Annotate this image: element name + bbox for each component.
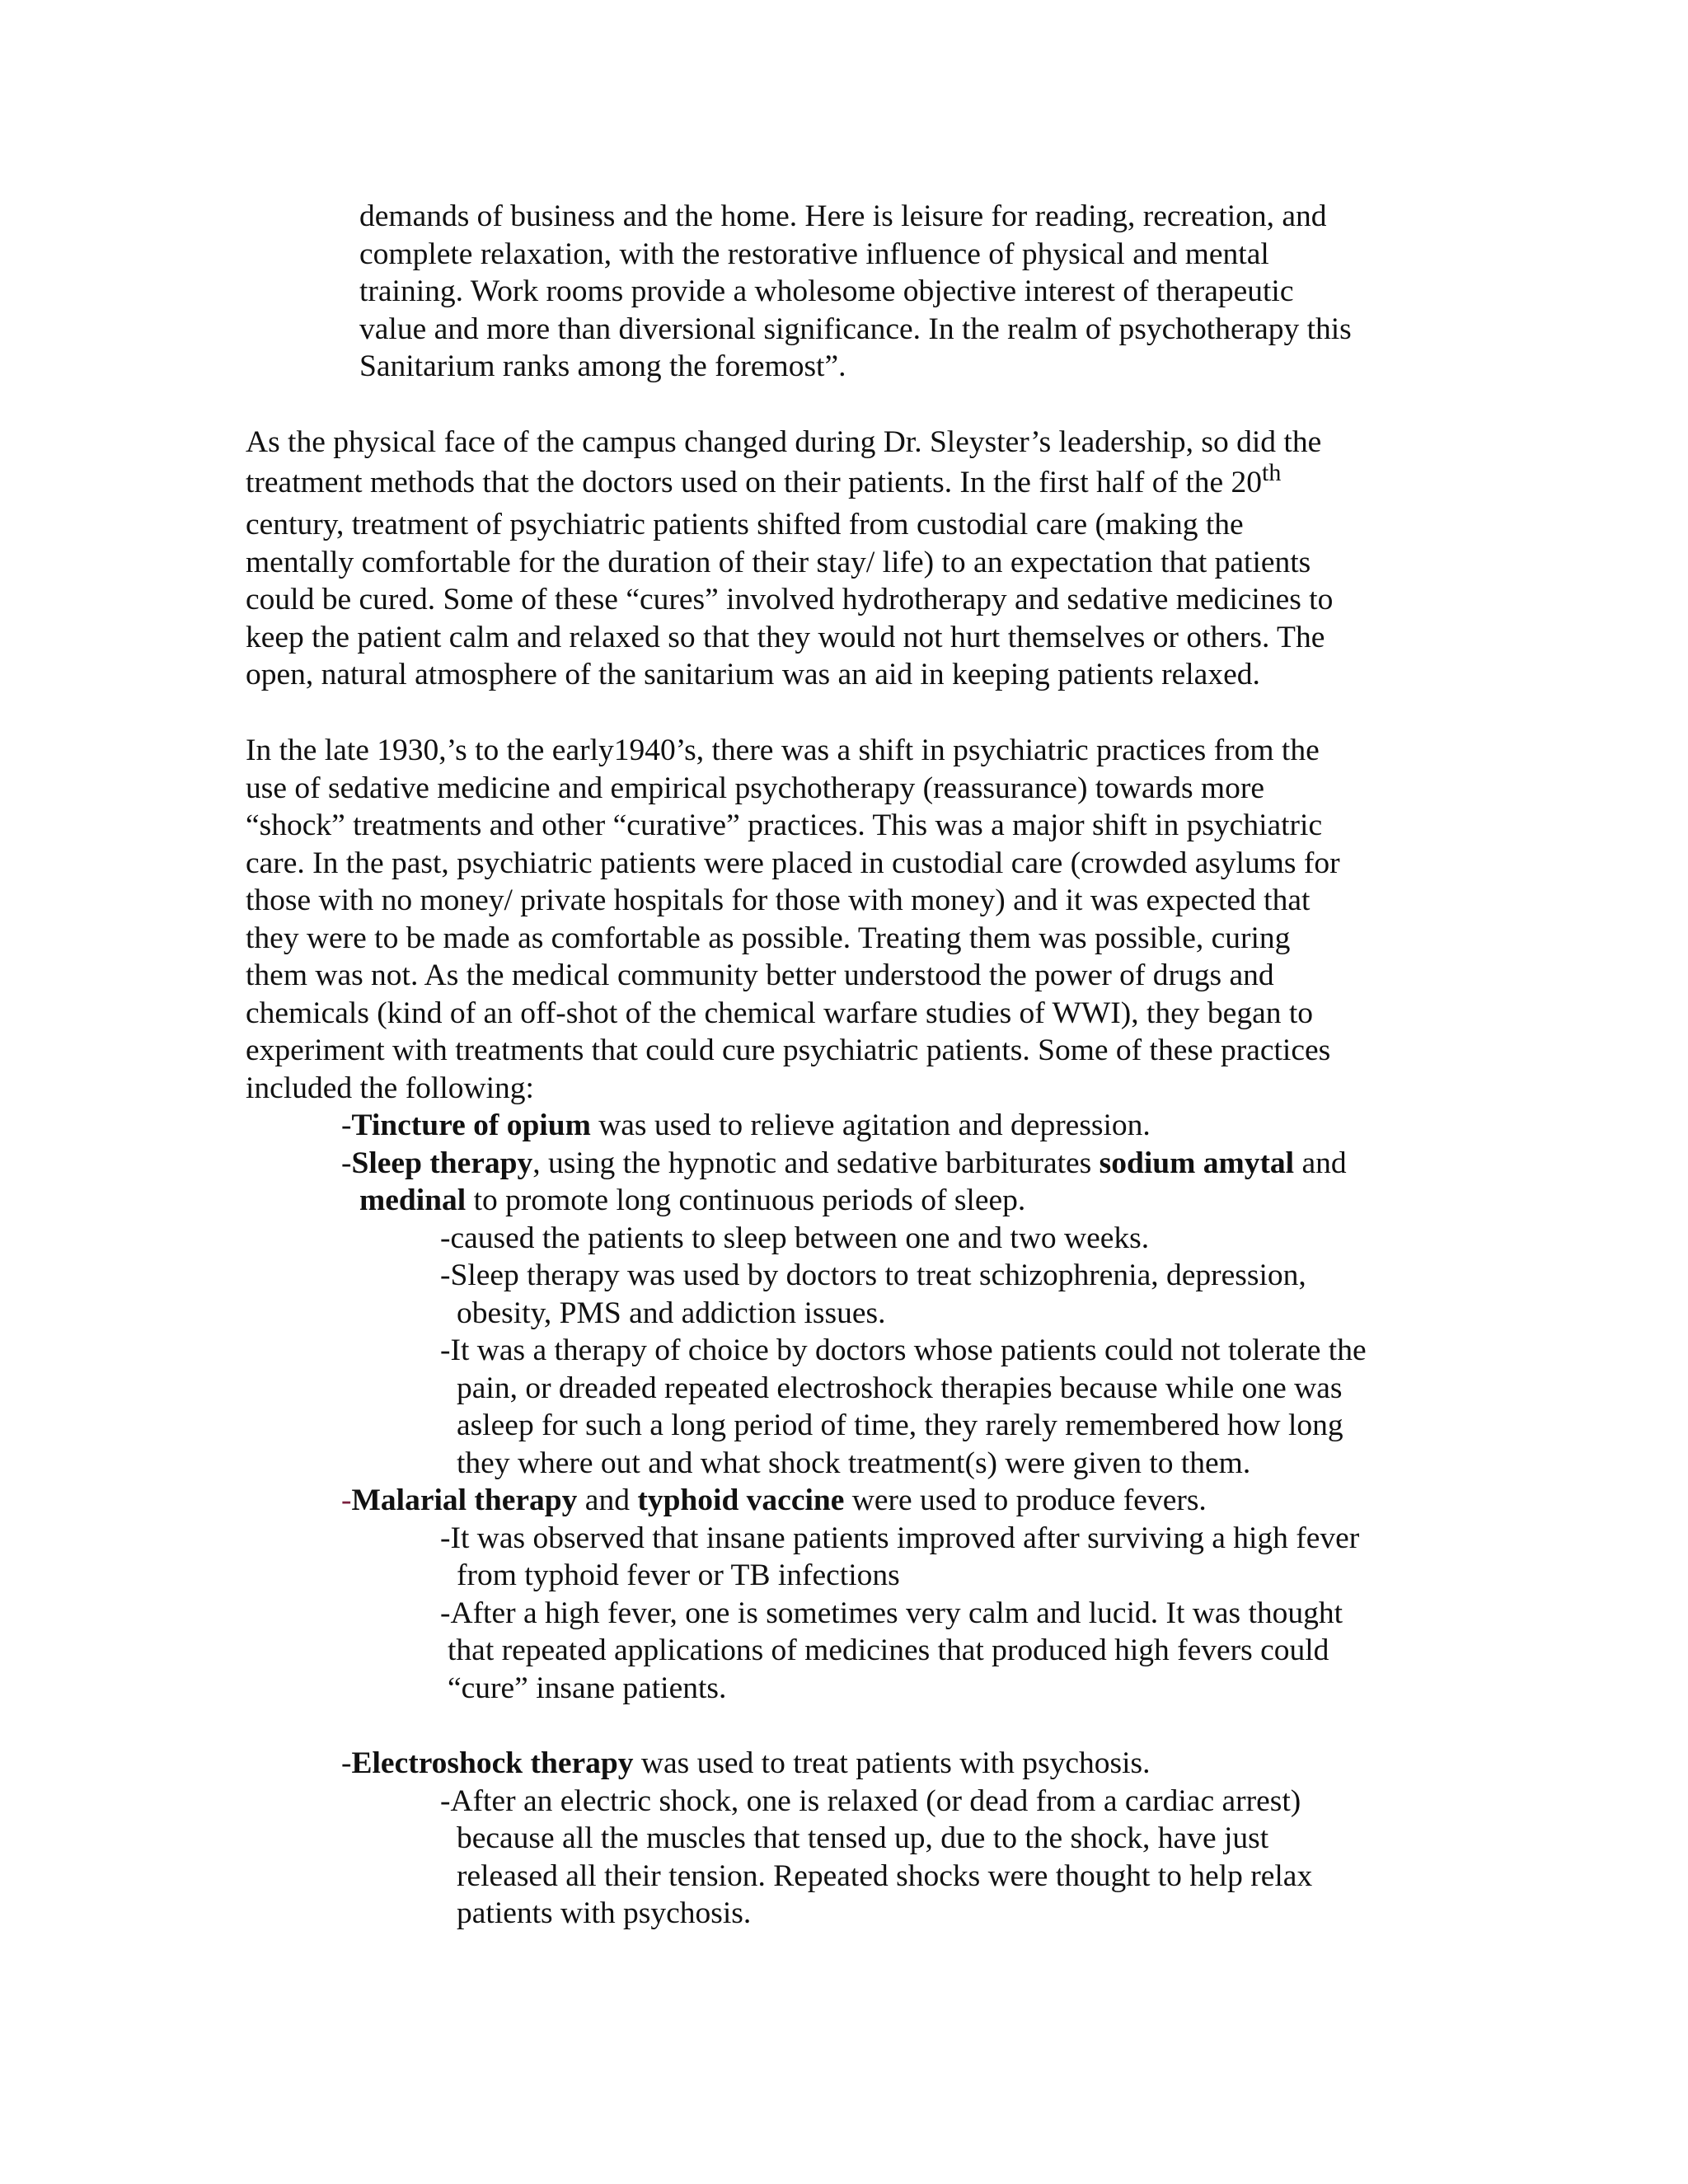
sub-item: -Sleep therapy was used by doctors to treat schizophrenia, depression, [440, 1258, 1306, 1292]
paragraph-line: experiment with treatments that could cure psychiatric patients. Some of these practices [246, 1033, 1331, 1067]
list-dash: - [341, 1146, 352, 1180]
list-text: was used to relieve agitation and depression. [590, 1108, 1151, 1142]
quote-line: training. Work rooms provide a wholesome objective interest of therapeutic [359, 274, 1294, 308]
paragraph-line: them was not. As the medical community better understood the power of drugs and [246, 958, 1274, 992]
paragraph-line: included the following: [246, 1071, 534, 1105]
sub-item: -caused the patients to sleep between one and two weeks. [440, 1221, 1150, 1255]
paragraph-text: treatment methods that the doctors used on their patients. In the first half of the 20 [246, 466, 1263, 499]
sub-item-cont: obesity, PMS and addiction issues. [457, 1296, 886, 1330]
sub-item-cont: from typhoid fever or TB infections [457, 1558, 900, 1592]
paragraph-line: keep the patient calm and relaxed so that they would not hurt themselves or others. The [246, 621, 1325, 654]
sub-item: -It was a therapy of choice by doctors whose patients could not tolerate the [440, 1333, 1367, 1367]
quote-line: demands of business and the home. Here is leisure for reading, recreation, and [359, 199, 1327, 233]
list-dash: - [341, 1108, 352, 1142]
list-dash: - [341, 1483, 352, 1517]
paragraph-line: could be cured. Some of these “cures” involved hydrotherapy and sedative medicines to [246, 583, 1334, 616]
term-electroshock-therapy: Electroshock therapy [351, 1746, 634, 1780]
term-medinal: medinal [359, 1183, 467, 1217]
superscript: th [1262, 459, 1282, 486]
paragraph-line: In the late 1930,’s to the early1940’s, there was a shift in psychiatric practices from the [246, 733, 1320, 767]
paragraph-line: open, natural atmosphere of the sanitarium was an aid in keeping patients relaxed. [246, 658, 1260, 691]
paragraph-line: they were to be made as comfortable as possible. Treating them was possible, curing [246, 921, 1291, 955]
sub-item: -After a high fever, one is sometimes very calm and lucid. It was thought [440, 1596, 1343, 1630]
sub-item-cont: patients with psychosis. [457, 1896, 752, 1930]
sub-item: -After an electric shock, one is relaxed (or dead from a cardiac arrest) [440, 1784, 1301, 1818]
sub-item-cont: that repeated applications of medicines that produced high fevers could [448, 1633, 1329, 1667]
list-item-sleep [341, 1145, 1347, 1183]
list-dash: - [341, 1746, 352, 1780]
list-text: and [577, 1483, 638, 1517]
term-opium: Tincture of opium [351, 1108, 591, 1142]
paragraph-line: “shock” treatments and other “curative” practices. This was a major shift in psychiatric [246, 808, 1323, 842]
list-text: to promote long continuous periods of sleep. [466, 1183, 1026, 1217]
term-sodium-amytal: sodium amytal [1099, 1146, 1295, 1180]
quote-line: complete relaxation, with the restorative influence of physical and mental [359, 237, 1269, 271]
quote-line: value and more than diversional significance. In the realm of psychotherapy this [359, 312, 1352, 346]
list-item-malaria [341, 1482, 1207, 1520]
quote-line: Sanitarium ranks among the foremost”. [359, 349, 846, 383]
sub-item: -It was observed that insane patients improved after surviving a high fever [440, 1521, 1360, 1555]
paragraph-line: care. In the past, psychiatric patients were placed in custodial care (crowded asylums for [246, 846, 1340, 880]
list-text: was used to treat patients with psychosis. [633, 1746, 1151, 1780]
paragraph-line: mentally comfortable for the duration of their stay/ life) to an expectation that patients [246, 546, 1311, 579]
paragraph-line: century, treatment of psychiatric patients shifted from custodial care (making the [246, 508, 1244, 541]
list-text: , using the hypnotic and sedative barbiturates [532, 1146, 1100, 1180]
sub-item-cont: released all their tension. Repeated shocks were thought to help relax [457, 1859, 1313, 1893]
paragraph-line: use of sedative medicine and empirical psychotherapy (reassurance) towards more [246, 771, 1264, 805]
paragraph-line: As the physical face of the campus changed during Dr. Sleyster’s leadership, so did the [246, 425, 1322, 459]
list-item-electro [341, 1745, 1151, 1783]
term-malarial-therapy: Malarial therapy [351, 1483, 578, 1517]
list-text: and [1294, 1146, 1347, 1180]
sub-item-cont: pain, or dreaded repeated electroshock therapies because while one was [457, 1371, 1343, 1405]
sub-item-cont: they where out and what shock treatment(s) were given to them. [457, 1446, 1251, 1480]
paragraph-line: those with no money/ private hospitals for those with money) and it was expected that [246, 883, 1311, 917]
list-text: were used to produce fevers. [844, 1483, 1207, 1517]
term-typhoid-vaccine: typhoid vaccine [637, 1483, 845, 1517]
sub-item-cont: “cure” insane patients. [448, 1671, 727, 1705]
sub-item-cont: because all the muscles that tensed up, due to the shock, have just [457, 1821, 1269, 1855]
paragraph-line: chemicals (kind of an off-shot of the chemical warfare studies of WWI), they began to [246, 996, 1314, 1030]
paragraph-line [246, 459, 1282, 502]
list-item-opium [341, 1107, 1151, 1145]
list-item-sleep-cont [359, 1182, 1025, 1220]
term-sleep-therapy: Sleep therapy [351, 1146, 533, 1180]
sub-item-cont: asleep for such a long period of time, they rarely remembered how long [457, 1408, 1343, 1442]
